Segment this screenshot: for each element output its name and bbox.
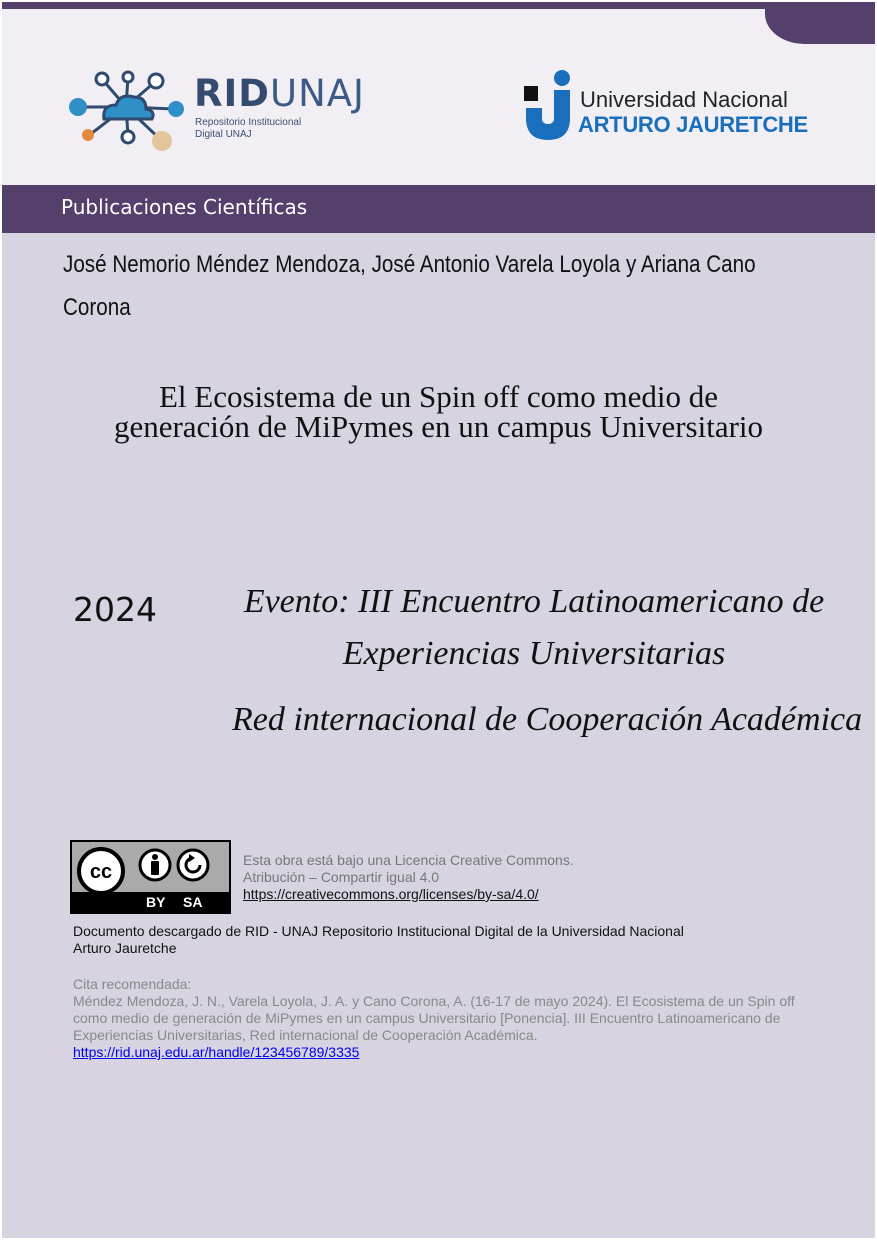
event-line2: Experiencias Universitarias [342, 635, 726, 672]
citation-link[interactable]: https://rid.unaj.edu.ar/handle/123456789/3335 [73, 1044, 360, 1060]
university-name-line1: Universidad Nacional [580, 87, 788, 112]
repository-title [194, 72, 365, 115]
license-line2: Atribución – Compartir igual 4.0 [243, 869, 440, 885]
share-alike-icon [176, 848, 210, 882]
license-line1: Esta obra está bajo una Licencia Creative Commons. [243, 852, 574, 868]
license-badge-footer [72, 892, 229, 912]
svg-text:cc: cc [89, 861, 113, 883]
repository-subtitle [195, 117, 301, 141]
event-network: Red internacional de Cooperación Académica [232, 701, 863, 738]
corner-tab [765, 9, 875, 44]
license-link[interactable]: https://creativecommons.org/licenses/by-sa/4.0/ [243, 886, 539, 902]
attribution-icon [138, 848, 172, 882]
section-label: Publicaciones Científicas [61, 195, 308, 219]
cover-page [2, 2, 875, 1238]
repository-subtitle-line1: Repositorio Institucional [195, 117, 302, 128]
repository-title-bold: RID [194, 72, 270, 115]
license-badge[interactable] [70, 840, 231, 914]
network-cloud-logo-icon [66, 69, 186, 155]
unaj-logo-icon [522, 70, 574, 142]
creative-commons-icon [76, 846, 126, 896]
repository-subtitle-line2: Digital UNAJ [195, 129, 252, 140]
document-title-line2: generación de MiPymes en un campus Universitario [113, 409, 764, 444]
publication-year: 2024 [73, 590, 157, 629]
citation-text: Méndez Mendoza, J. N., Varela Loyola, J. A. y Cano Corona, A. (16-17 de mayo 2024). El Ecosistema de un Spin off como medio de generación de MiPymes en un campus Universitario [Ponencia]. III Encuentro Latinoamericano de Experiencias Universitarias, Red internacional de Cooperación Académica. [73, 993, 795, 1043]
header [2, 9, 875, 185]
authors: José Nemorio Méndez Mendoza, José Antonio Varela Loyola y Ariana Cano Corona [63, 251, 756, 321]
event-line1: Evento: III Encuentro Latinoamericano de [243, 583, 825, 620]
citation-heading: Cita recomendada: [73, 976, 192, 992]
university-name-line2: ARTURO JAURETCHE [578, 112, 808, 137]
download-note: Documento descargado de RID - UNAJ Repositorio Institucional Digital de la Universidad Nacional Arturo Jauretche [73, 923, 684, 956]
license-text [243, 852, 574, 903]
license-badge-by: BY [146, 894, 166, 910]
license-badge-sa: SA [183, 894, 203, 910]
event-name [234, 576, 834, 680]
document-title-line1: El Ecosistema de un Spin off como medio de [158, 379, 719, 414]
repository-title-light: UNAJ [269, 72, 365, 115]
recommended-citation [73, 976, 803, 1061]
document-title [2, 379, 875, 444]
top-strip [2, 2, 875, 9]
